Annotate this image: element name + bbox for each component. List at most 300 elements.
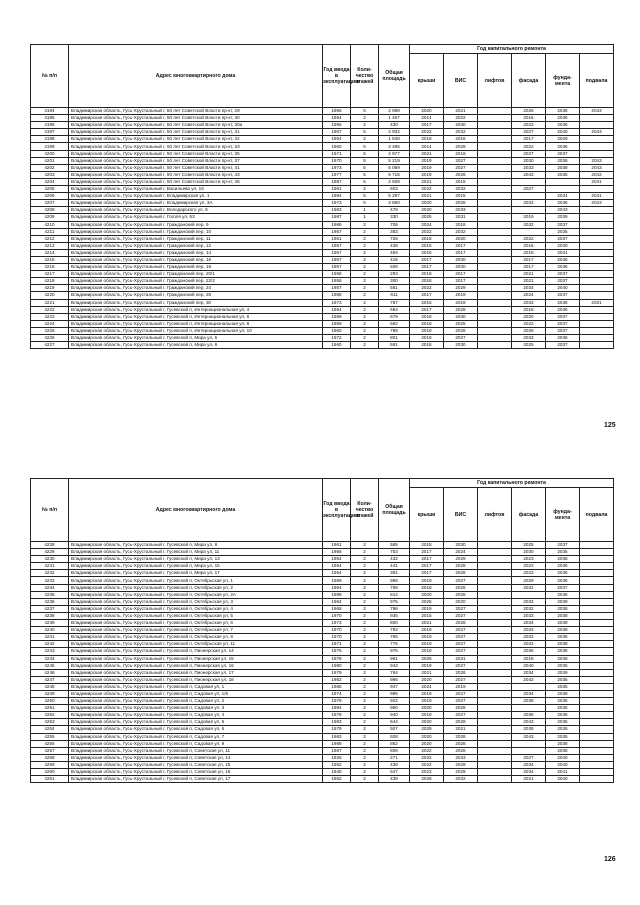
cell-foundation: 2037 <box>546 150 580 157</box>
cell-num: 4245 <box>31 662 69 669</box>
cell-foundation: 2038 <box>546 591 580 598</box>
cell-facade: 2020 <box>512 313 546 320</box>
cell-num: 4221 <box>31 299 69 306</box>
cell-floors: 2 <box>351 313 379 320</box>
cell-elevators <box>478 178 512 185</box>
cell-vis: 2029 <box>444 563 478 570</box>
cell-facade <box>512 591 546 598</box>
cell-vis: 2018 <box>444 221 478 228</box>
cell-elevators <box>478 620 512 627</box>
cell-year: 1978 <box>323 698 351 705</box>
cell-num: 4205 <box>31 186 69 193</box>
cell-address: Владимирская область, Гусь-Хрустальный г, Гусевской п, Октябрьская ул, 9 <box>69 634 323 641</box>
cell-basement <box>580 641 614 648</box>
cell-floors: 5 <box>351 108 379 115</box>
cell-year: 1984 <box>323 705 351 712</box>
cell-floors: 2 <box>351 242 379 249</box>
cell-basement <box>580 271 614 278</box>
cell-num: 4209 <box>31 214 69 221</box>
cell-facade: 2030 <box>512 157 546 164</box>
cell-roof: 2023 <box>410 769 444 776</box>
cell-address: Владимирская область, Гусь-Хрустальный г, Гусевской п, Октябрьская ул, 3 <box>69 598 323 605</box>
cell-vis: 2033 <box>444 754 478 761</box>
cell-vis: 2026 <box>444 327 478 334</box>
cell-foundation: 2035 <box>546 676 580 683</box>
cell-roof: 2022 <box>410 761 444 768</box>
cell-num: 4212 <box>31 235 69 242</box>
cell-elevators <box>478 549 512 556</box>
cell-floors: 2 <box>351 754 379 761</box>
cell-foundation: 2037 <box>546 278 580 285</box>
cell-floors: 2 <box>351 605 379 612</box>
cell-floors: 2 <box>351 620 379 627</box>
cell-num: 4208 <box>31 207 69 214</box>
cell-year: 1972 <box>323 335 351 342</box>
cell-floors: 1 <box>351 214 379 221</box>
cell-year: 1958 <box>323 292 351 299</box>
cell-area: 942 <box>379 662 410 669</box>
cell-elevators <box>478 136 512 143</box>
cell-floors: 2 <box>351 342 379 349</box>
cell-facade: 2034 <box>512 620 546 627</box>
cell-facade: 2043 <box>512 171 546 178</box>
header-vis: ВИС <box>444 488 478 542</box>
cell-basement <box>580 122 614 129</box>
cell-num: 4229 <box>31 549 69 556</box>
cell-year: 1982 <box>323 676 351 683</box>
cell-year: 1960 <box>323 342 351 349</box>
cell-floors: 2 <box>351 228 379 235</box>
cell-elevators <box>478 712 512 719</box>
cell-address: Владимирская область, Гусь-Хрустальный г, Гусевской п, Мира ул, 17 <box>69 570 323 577</box>
cell-foundation: 2030 <box>546 242 580 249</box>
cell-facade: 2032 <box>512 221 546 228</box>
cell-basement <box>580 747 614 754</box>
cell-foundation: 2039 <box>546 214 580 221</box>
cell-facade: 2033 <box>512 200 546 207</box>
cell-floors: 2 <box>351 264 379 271</box>
cell-roof: 2020 <box>410 676 444 683</box>
cell-roof: 2020 <box>410 207 444 214</box>
table-row <box>31 542 614 549</box>
cell-foundation: 2037 <box>546 292 580 299</box>
page-125 <box>30 44 616 429</box>
cell-num: 4236 <box>31 598 69 605</box>
table-row <box>31 164 614 171</box>
table-row <box>31 712 614 719</box>
header-area: Общая площадь <box>379 479 410 542</box>
cell-area: 927 <box>379 726 410 733</box>
table-row <box>31 627 614 634</box>
cell-basement <box>580 306 614 313</box>
cell-elevators <box>478 577 512 584</box>
cell-elevators <box>478 705 512 712</box>
cell-vis: 2024 <box>444 549 478 556</box>
cell-elevators <box>478 605 512 612</box>
header-facade: фасада <box>512 488 546 542</box>
cell-facade: 2021 <box>512 271 546 278</box>
table-row <box>31 115 614 122</box>
cell-basement <box>580 698 614 705</box>
cell-foundation: 2035 <box>546 719 580 726</box>
cell-vis: 2016 <box>444 136 478 143</box>
table-row <box>31 320 614 327</box>
cell-year: 1961 <box>323 542 351 549</box>
cell-floors: 2 <box>351 256 379 263</box>
cell-num: 4261 <box>31 776 69 783</box>
cell-address: Владимирская область, Гусь-Хрустальный г, Гусевской п, Советская ул, 16 <box>69 769 323 776</box>
cell-area: 330 <box>379 214 410 221</box>
table-row <box>31 612 614 619</box>
cell-floors: 2 <box>351 115 379 122</box>
cell-elevators <box>478 648 512 655</box>
cell-area: 6 716 <box>379 171 410 178</box>
cell-year: 1984 <box>323 193 351 200</box>
cell-address: Владимирская область, Гусь-Хрустальный г, Гусевской п, Пионерская ул, 17 <box>69 669 323 676</box>
cell-num: 4251 <box>31 705 69 712</box>
cell-area: 788 <box>379 327 410 334</box>
cell-roof: 2017 <box>410 556 444 563</box>
cell-vis: 2022 <box>444 115 478 122</box>
cell-roof: 2025 <box>410 214 444 221</box>
cell-elevators <box>478 612 512 619</box>
table-row <box>31 690 614 697</box>
cell-floors: 2 <box>351 726 379 733</box>
cell-facade: 2033 <box>512 641 546 648</box>
table-row <box>31 285 614 292</box>
cell-year: 1961 <box>323 186 351 193</box>
table-row <box>31 221 614 228</box>
cell-year: 1958 <box>323 271 351 278</box>
cell-num: 4254 <box>31 726 69 733</box>
cell-basement <box>580 264 614 271</box>
cell-vis: 2030 <box>444 122 478 129</box>
cell-year: 1971 <box>323 150 351 157</box>
cell-vis: 2026 <box>444 584 478 591</box>
cell-year: 1967 <box>323 747 351 754</box>
cell-num: 4199 <box>31 143 69 150</box>
cell-elevators <box>478 285 512 292</box>
cell-area: 776 <box>379 641 410 648</box>
cell-basement <box>580 584 614 591</box>
cell-address: Владимирская область, Гусь-Хрустальный г, Гусевской п, Октябрьская ул, 5 <box>69 612 323 619</box>
cell-basement: 2043 <box>580 200 614 207</box>
cell-facade: 2030 <box>512 549 546 556</box>
cell-year: 1956 <box>323 549 351 556</box>
cell-foundation: 2037 <box>546 221 580 228</box>
cell-address: Владимирская область, Гусь-Хрустальный г, 50 лет Советской Власти пр-кт, 35 <box>69 150 323 157</box>
cell-floors: 2 <box>351 598 379 605</box>
cell-area: 2 939 <box>379 178 410 185</box>
cell-facade <box>512 683 546 690</box>
cell-facade <box>512 207 546 214</box>
cell-floors: 2 <box>351 747 379 754</box>
cell-basement <box>580 214 614 221</box>
table-row <box>31 769 614 776</box>
cell-elevators <box>478 164 512 171</box>
cell-floors: 2 <box>351 285 379 292</box>
cell-facade: 2033 <box>512 299 546 306</box>
cell-year: 1957 <box>323 242 351 249</box>
cell-num: 4240 <box>31 627 69 634</box>
table-body-page-126 <box>31 542 614 783</box>
table-row <box>31 620 614 627</box>
cell-address: Владимирская область, Гусь-Хрустальный г, Гражданский пер, 24 <box>69 285 323 292</box>
cell-year: 1954 <box>323 563 351 570</box>
cell-vis: 2032 <box>444 776 478 783</box>
cell-vis: 2021 <box>444 108 478 115</box>
cell-elevators <box>478 698 512 705</box>
cell-year: 1954 <box>323 570 351 577</box>
table-row <box>31 634 614 641</box>
header-foundation: фунда-мента <box>546 54 580 108</box>
cell-num: 4231 <box>31 563 69 570</box>
cell-area: 996 <box>379 577 410 584</box>
cell-vis: 2027 <box>444 335 478 342</box>
cell-elevators <box>478 278 512 285</box>
cell-facade: 2040 <box>512 662 546 669</box>
cell-floors: 2 <box>351 278 379 285</box>
cell-floors: 2 <box>351 655 379 662</box>
cell-num: 4206 <box>31 193 69 200</box>
table-row <box>31 143 614 150</box>
cell-roof: 2022 <box>410 754 444 761</box>
cell-floors: 2 <box>351 669 379 676</box>
cell-basement: 2043 <box>580 164 614 171</box>
cell-area: 644 <box>379 719 410 726</box>
cell-roof: 2016 <box>410 249 444 256</box>
cell-address: Владимирская область, Гусь-Хрустальный г, Гусевской п, Советская ул, 15 <box>69 761 323 768</box>
cell-basement: 2043 <box>580 108 614 115</box>
cell-foundation: 2039 <box>546 598 580 605</box>
cell-address: Владимирская область, Гусь-Хрустальный г, Гусевской п, Октябрьская ул, 6 <box>69 620 323 627</box>
cell-year: 1973 <box>323 164 351 171</box>
cell-year: 1967 <box>323 129 351 136</box>
table-row <box>31 292 614 299</box>
table-row <box>31 683 614 690</box>
cell-elevators <box>478 171 512 178</box>
cell-vis: 2030 <box>444 264 478 271</box>
cell-roof: 2019 <box>410 634 444 641</box>
cell-roof: 2020 <box>410 200 444 207</box>
cell-foundation: 2036 <box>546 570 580 577</box>
cell-foundation <box>546 186 580 193</box>
cell-basement <box>580 591 614 598</box>
cell-roof: 2019 <box>410 605 444 612</box>
cell-roof: 2017 <box>410 563 444 570</box>
cell-address: Владимирская область, Гусь-Хрустальный г, Гусевской п, Садовая ул, 4 <box>69 712 323 719</box>
cell-address: Владимирская область, Гусь-Хрустальный г, Владимирская ул, 3А <box>69 200 323 207</box>
cell-num: 4239 <box>31 620 69 627</box>
cell-floors: 2 <box>351 648 379 655</box>
cell-facade: 2017 <box>512 136 546 143</box>
cell-year: 1959 <box>323 320 351 327</box>
cell-facade: 2017 <box>512 256 546 263</box>
cell-address: Владимирская область, Гусь-Хрустальный г, 50 лет Советской Власти пр-кт, 41 <box>69 164 323 171</box>
cell-address: Владимирская область, Гусь-Хрустальный г, Гусевской п, Садовая ул, 3 <box>69 705 323 712</box>
cell-elevators <box>478 214 512 221</box>
cell-num: 4204 <box>31 178 69 185</box>
cell-roof: 2021 <box>410 178 444 185</box>
cell-elevators <box>478 256 512 263</box>
cell-floors: 5 <box>351 164 379 171</box>
cell-roof: 2017 <box>410 264 444 271</box>
cell-vis: 2017 <box>444 242 478 249</box>
table-row <box>31 563 614 570</box>
cell-vis: 2027 <box>444 712 478 719</box>
cell-year: 1987 <box>323 178 351 185</box>
table-row <box>31 761 614 768</box>
cell-num: 4215 <box>31 256 69 263</box>
cell-vis: 2029 <box>444 306 478 313</box>
cell-area: 2 998 <box>379 108 410 115</box>
cell-foundation: 2038 <box>546 612 580 619</box>
cell-facade: 2021 <box>512 776 546 783</box>
cell-roof: 2024 <box>410 683 444 690</box>
cell-facade: 2016 <box>512 115 546 122</box>
cell-floors: 2 <box>351 542 379 549</box>
cell-basement <box>580 143 614 150</box>
cell-address: Владимирская область, Гусь-Хрустальный г, Гусевской п, Мира ул, 11 <box>69 549 323 556</box>
cell-num: 4242 <box>31 641 69 648</box>
cell-floors: 2 <box>351 249 379 256</box>
cell-foundation: 2035 <box>546 705 580 712</box>
cell-basement <box>580 648 614 655</box>
cell-floors: 2 <box>351 698 379 705</box>
cell-elevators <box>478 157 512 164</box>
cell-roof: 2022 <box>410 129 444 136</box>
cell-facade: 2032 <box>512 605 546 612</box>
cell-foundation: 2036 <box>546 115 580 122</box>
header-facade: фасада <box>512 54 546 108</box>
cell-area: 432 <box>379 556 410 563</box>
cell-facade: 2034 <box>512 761 546 768</box>
cell-foundation: 2036 <box>546 577 580 584</box>
cell-foundation: 2036 <box>546 256 580 263</box>
cell-floors: 5 <box>351 129 379 136</box>
cell-year: 1964 <box>323 598 351 605</box>
cell-address: Владимирская область, Гусь-Хрустальный г, Гусевской п, Октябрьская ул, 1 <box>69 577 323 584</box>
table-row <box>31 299 614 306</box>
cell-address: Владимирская область, Гусь-Хрустальный г, Гражданский пер, 9 <box>69 221 323 228</box>
cell-num: 4214 <box>31 249 69 256</box>
cell-vis: 2027 <box>444 648 478 655</box>
table-row <box>31 549 614 556</box>
cell-basement <box>580 320 614 327</box>
table-row <box>31 733 614 740</box>
cell-foundation: 2037 <box>546 235 580 242</box>
cell-year: 1980 <box>323 662 351 669</box>
cell-basement <box>580 242 614 249</box>
cell-roof: 2025 <box>410 598 444 605</box>
cell-num: 4224 <box>31 320 69 327</box>
cell-vis: 2029 <box>444 761 478 768</box>
cell-num: 4196 <box>31 122 69 129</box>
cell-area: 679 <box>379 313 410 320</box>
cell-area: 271 <box>379 754 410 761</box>
cell-roof: 2015 <box>410 612 444 619</box>
cell-area: 611 <box>379 292 410 299</box>
cell-basement <box>580 683 614 690</box>
cell-floors: 2 <box>351 577 379 584</box>
cell-vis: 2019 <box>444 683 478 690</box>
cell-floors: 5 <box>351 157 379 164</box>
cell-year: 1979 <box>323 726 351 733</box>
cell-address: Владимирская область, Гусь-Хрустальный г, 50 лет Советской Власти пр-кт, 45 <box>69 178 323 185</box>
cell-address: Владимирская область, Гусь-Хрустальный г, Гусевской п, Пионерская ул, 18 <box>69 676 323 683</box>
cell-area: 3 850 <box>379 200 410 207</box>
cell-area: 441 <box>379 563 410 570</box>
cell-num: 4194 <box>31 108 69 115</box>
table-row <box>31 228 614 235</box>
cell-floors: 2 <box>351 549 379 556</box>
cell-area: 947 <box>379 683 410 690</box>
cell-address: Владимирская область, Гусь-Хрустальный г, Гусевской п, Интернациональная ул, 8 <box>69 320 323 327</box>
cell-facade: 2033 <box>512 627 546 634</box>
cell-num: 4200 <box>31 150 69 157</box>
cell-vis: 2028 <box>444 740 478 747</box>
cell-year: 1955 <box>323 122 351 129</box>
cell-roof: 2018 <box>410 584 444 591</box>
cell-basement <box>580 620 614 627</box>
cell-year: 1973 <box>323 299 351 306</box>
cell-num: 4258 <box>31 754 69 761</box>
cell-basement <box>580 612 614 619</box>
cell-facade: 2023 <box>512 122 546 129</box>
table-row <box>31 698 614 705</box>
cell-vis: 2033 <box>444 207 478 214</box>
cell-floors: 2 <box>351 556 379 563</box>
cell-floors: 2 <box>351 641 379 648</box>
cell-area: 940 <box>379 712 410 719</box>
cell-facade: 2034 <box>512 669 546 676</box>
cell-vis: 2017 <box>444 271 478 278</box>
cell-foundation: 2035 <box>546 712 580 719</box>
cell-num: 4195 <box>31 115 69 122</box>
cell-num: 4219 <box>31 285 69 292</box>
cell-num: 4210 <box>31 221 69 228</box>
cell-area: 764 <box>379 669 410 676</box>
cell-address: Владимирская область, Гусь-Хрустальный г, Гоголя ул, 53 <box>69 214 323 221</box>
cell-elevators <box>478 193 512 200</box>
cell-vis: 2031 <box>444 214 478 221</box>
cell-floors: 2 <box>351 761 379 768</box>
cell-elevators <box>478 641 512 648</box>
cell-basement <box>580 556 614 563</box>
header-address: Адрес многоквартирного дома <box>69 479 323 542</box>
cell-num: 4203 <box>31 171 69 178</box>
cell-vis: 2015 <box>444 178 478 185</box>
cell-foundation: 2036 <box>546 747 580 754</box>
cell-vis: 2027 <box>444 641 478 648</box>
cell-num: 4247 <box>31 676 69 683</box>
cell-floors: 2 <box>351 122 379 129</box>
cell-facade: 2016 <box>512 242 546 249</box>
cell-address: Владимирская область, Гусь-Хрустальный г, Гусевской п, Октябрьская ул, 2А <box>69 591 323 598</box>
cell-elevators <box>478 747 512 754</box>
cell-vis: 2025 <box>444 320 478 327</box>
cell-basement <box>580 733 614 740</box>
cell-year: 1957 <box>323 256 351 263</box>
cell-elevators <box>478 563 512 570</box>
cell-vis: 2015 <box>444 193 478 200</box>
cell-address: Владимирская область, Гусь-Хрустальный г, 50 лет Советской Власти пр-кт, 33 <box>69 143 323 150</box>
cell-elevators <box>478 335 512 342</box>
cell-vis: 2029 <box>444 285 478 292</box>
cell-vis: 2027 <box>444 690 478 697</box>
cell-floors: 5 <box>351 150 379 157</box>
cell-basement <box>580 627 614 634</box>
